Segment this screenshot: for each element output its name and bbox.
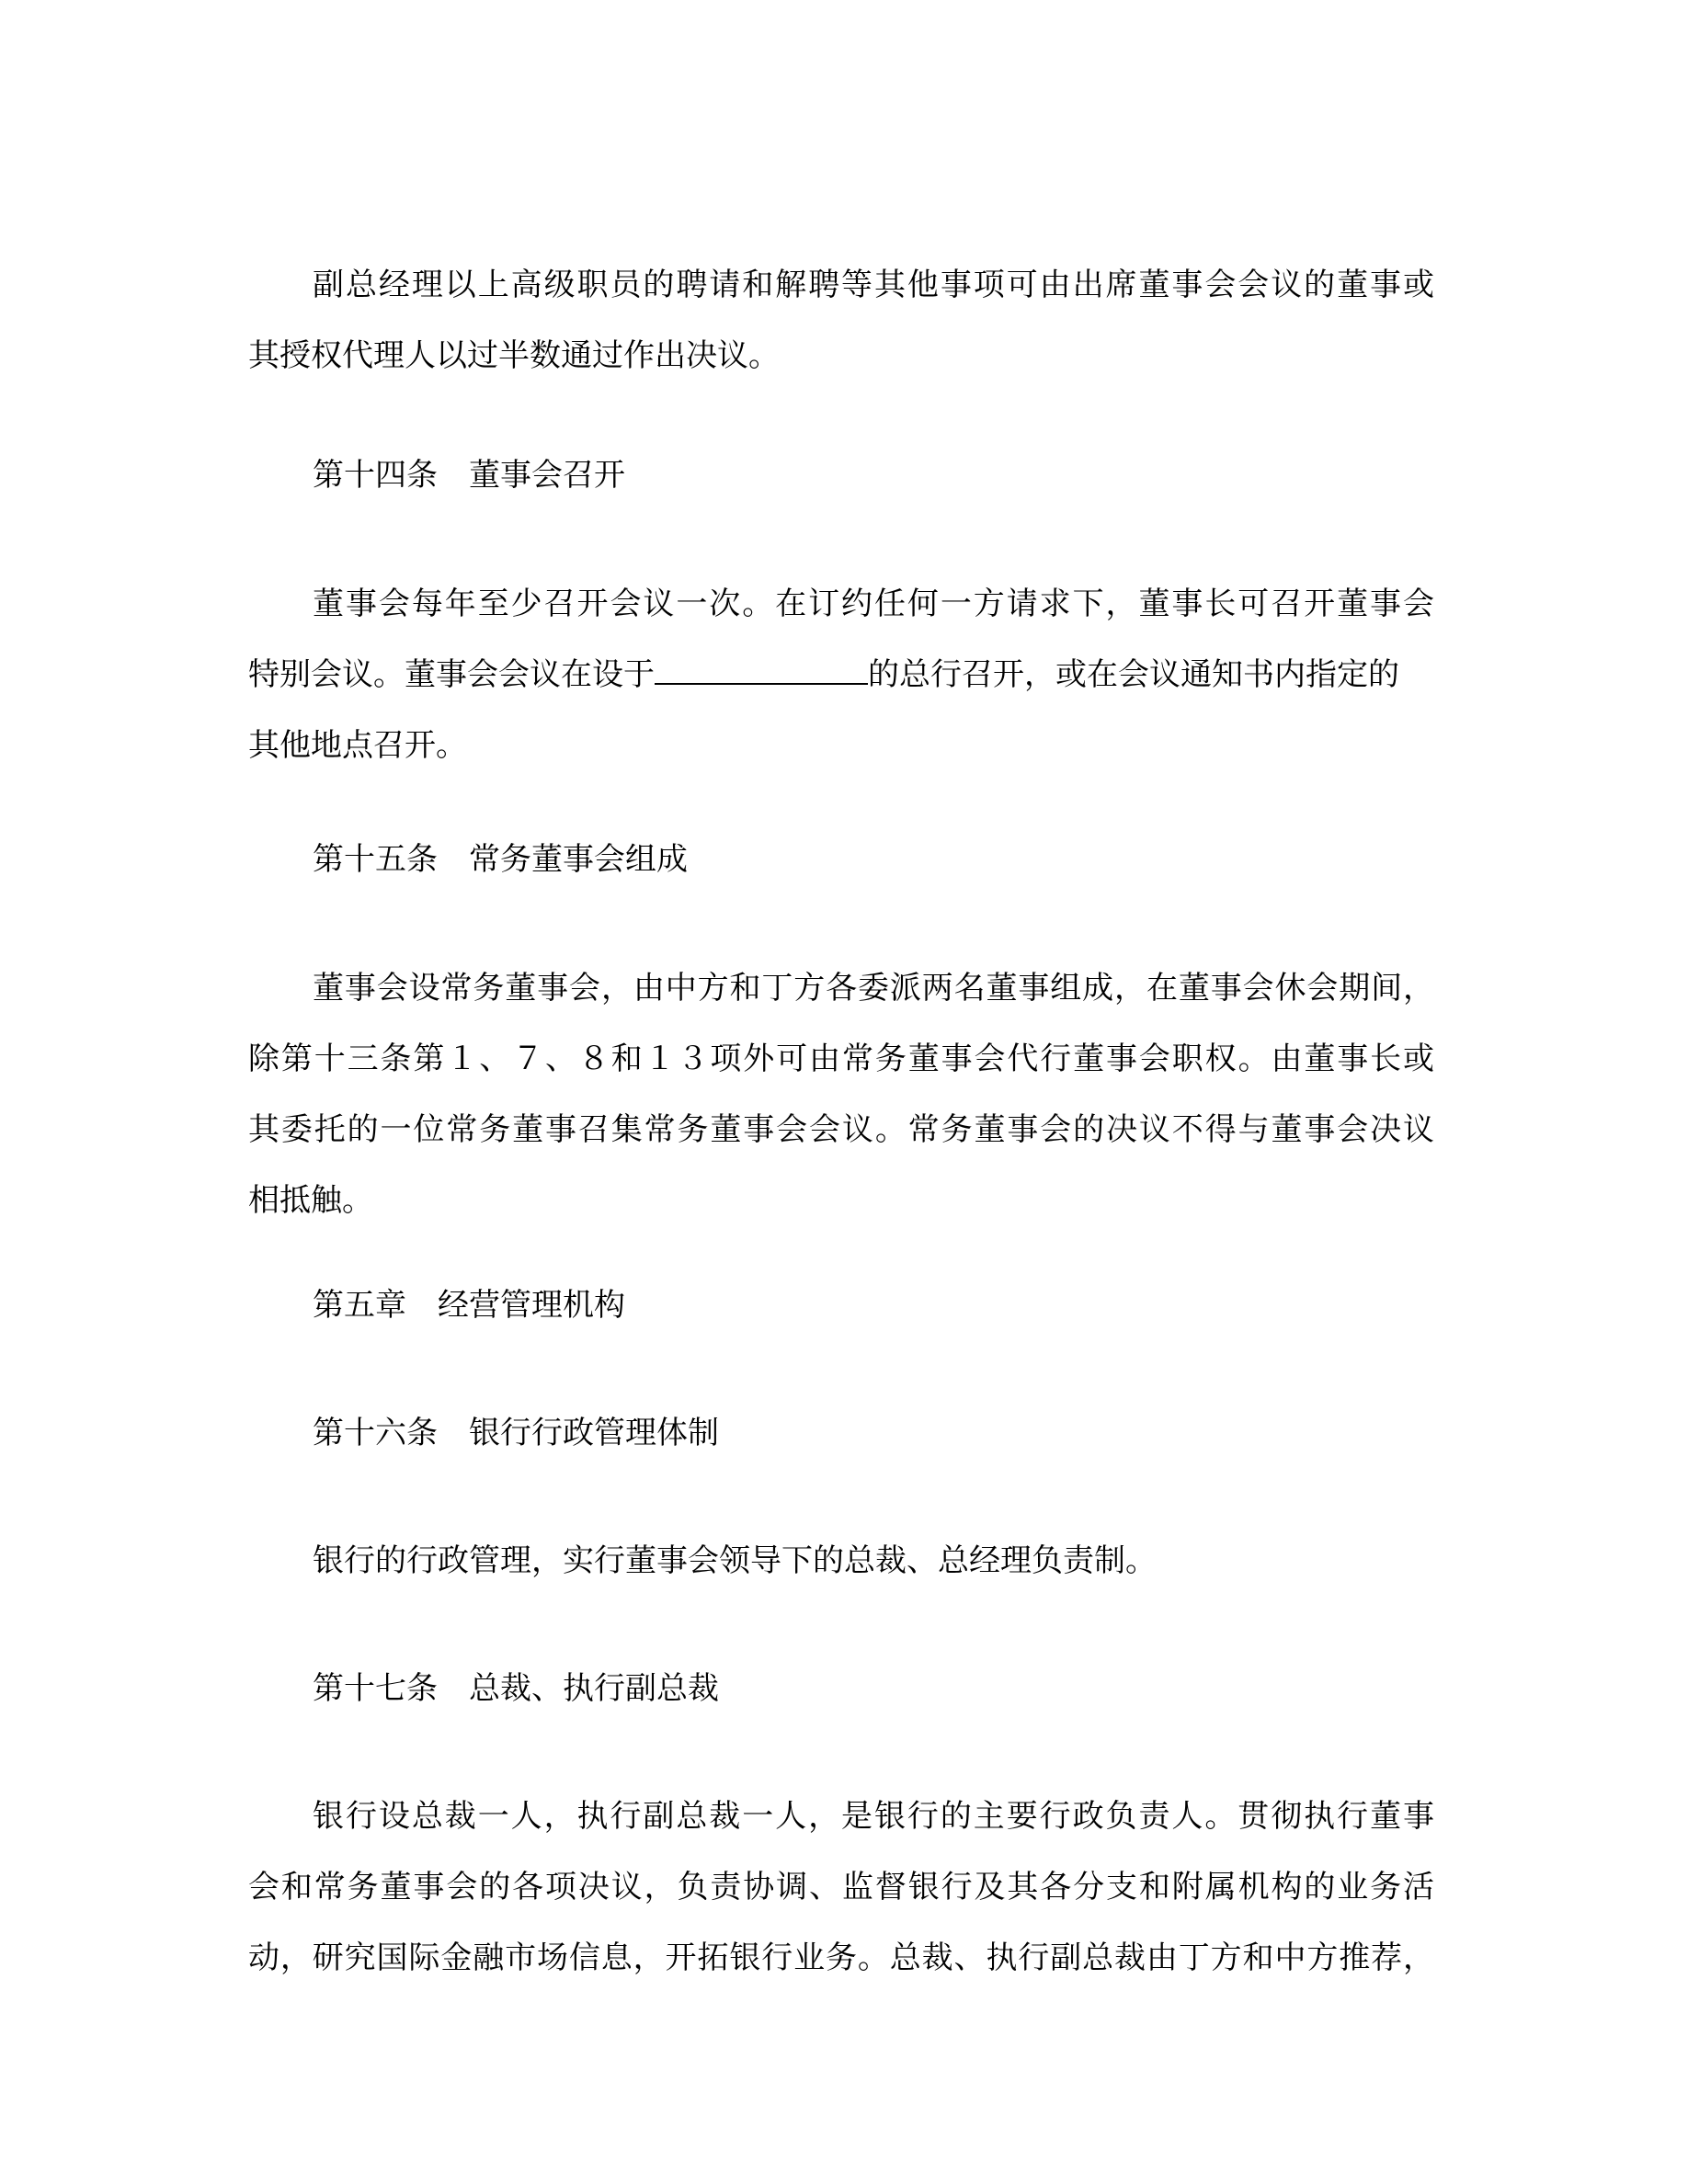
- paragraph-admin-system: [248, 1526, 1434, 1597]
- text-after-blank: 的总行召开，或在会议通知书内指定的: [868, 656, 1399, 693]
- paragraph-president-duties: [248, 1781, 1434, 1994]
- paragraph-board-meetings: [248, 569, 1434, 781]
- text-line-with-blank: [248, 640, 1434, 711]
- text-line: 其委托的一位常务董事召集常务董事会会议。常务董事会的决议不得与董事会决议: [248, 1111, 1434, 1148]
- text-line: 动，研究国际金融市场信息，开拓银行业务。总裁、执行副总裁由丁方和中方推荐，: [248, 1939, 1434, 1976]
- chapter-5-heading: [248, 1270, 1434, 1341]
- text-line: 董事会每年至少召开会议一次。在订约任何一方请求下，董事长可召开董事会: [313, 586, 1434, 622]
- text-line: 其授权代理人以过半数通过作出决议。: [248, 337, 780, 374]
- heading-text: 第十七条 总裁、执行副总裁: [313, 1670, 719, 1707]
- article-14-heading: [248, 440, 1434, 511]
- text-line: 银行的行政管理，实行董事会领导下的总裁、总经理负责制。: [313, 1542, 1157, 1579]
- paragraph-standing-board: [248, 953, 1434, 1236]
- article-15-heading: [248, 825, 1434, 895]
- text-line: 副总经理以上高级职员的聘请和解聘等其他事项可由出席董事会会议的董事或: [313, 267, 1434, 303]
- article-17-heading: [248, 1654, 1434, 1724]
- heading-text: 第五章 经营管理机构: [313, 1287, 625, 1324]
- text-line: 其他地点召开。: [248, 727, 467, 764]
- text-line: 银行设总裁一人，执行副总裁一人，是银行的主要行政负责人。贯彻执行董事: [313, 1798, 1434, 1835]
- text-line: 除第十三条第１、７、８和１３项外可由常务董事会代行董事会职权。由董事长或: [248, 1041, 1434, 1077]
- heading-text: 第十五条 常务董事会组成: [313, 841, 688, 878]
- heading-text: 第十六条 银行行政管理体制: [313, 1415, 719, 1451]
- text-line: 董事会设常务董事会，由中方和丁方各委派两名董事组成，在董事会休会期间，: [313, 970, 1434, 1007]
- text-line: 会和常务董事会的各项决议，负责协调、监督银行及其各分支和附属机构的业务活: [248, 1869, 1434, 1905]
- heading-text: 第十四条 董事会召开: [313, 457, 625, 494]
- fill-in-blank: [655, 655, 868, 685]
- paragraph-senior-staff-resolution: [248, 250, 1434, 392]
- text-before-blank: 特别会议。董事会会议在设于: [248, 656, 655, 693]
- article-16-heading: [248, 1398, 1434, 1469]
- text-line: 相抵触。: [248, 1182, 373, 1219]
